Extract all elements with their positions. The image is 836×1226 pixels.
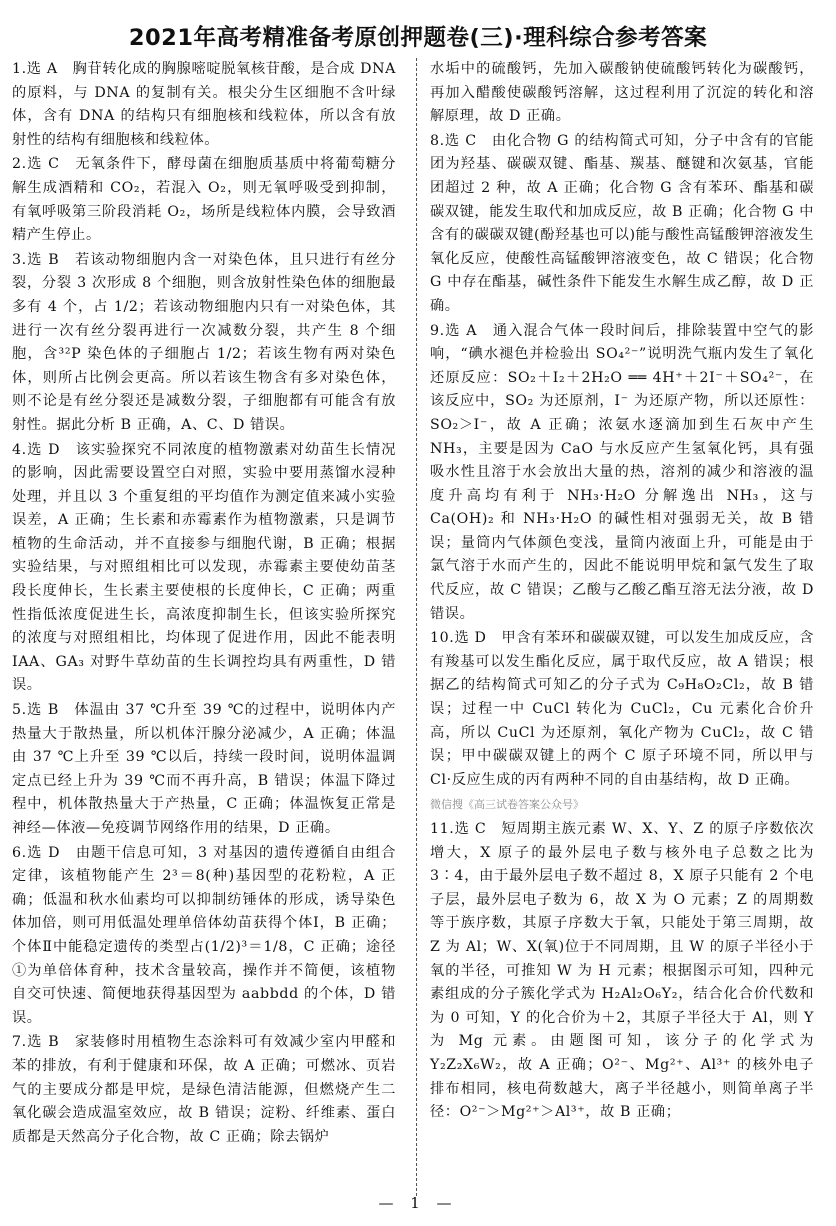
answer-4: 4.选 D 该实验探究不同浓度的植物激素对幼苗生长情况的影响，因此需要设置空白对照，实验中要用蒸馏水浸种处理，并且以 3 个重复组的平均值作为测定值来减小实验误差，A 正确；生长素和赤霉素作为植物激素，只是调节植物的生命活动，并不直接参与细胞代谢，B 正确；根据实验结果，与对照组相比可以发现，赤霉素主要使幼苗茎段长度伸长，生长素主要使根的长度伸长，C 正确；两重性指低浓度促进生长，高浓度抑制生长，但该实验所探究的浓度与对照组相比，均体现了促进作用，因此不能表明 IAA、GA₃ 对野牛草幼苗的生长调控均具有两重性，D 错误。 [12,441,396,694]
page-number: — 1 — [378,1194,458,1212]
answer-5: 5.选 B 体温由 37 ℃升至 39 ℃的过程中，说明体内产热量大于散热量，所以机体汗腺分泌减少，A 正确；体温由 37 ℃上升至 39 ℃以后，持续一段时间，说明体温调定点已经上升为 39 ℃而不再升高，B 错误；体温下降过程中，机体散热量大于产热量，C 正确；体温恢复正常是神经—体液—免疫调节网络作用的结果，D 正确。 [12,702,396,836]
answer-11: 11.选 C 短周期主族元素 W、X、Y、Z 的原子序数依次增大，X 原子的最外层电子数与核外电子总数之比为 3∶4，由于最外层电子数不超过 8，X 原子只能有 2 个电子层，最外层电子数为 6，故 X 为 O 元素；Z 的周期数等于族序数，其原子序数大于氧，只能处于第三周期，故 Z 为 Al；W、X(氧)位于不同周期，且 W 的原子半径小于氧的半径，可推知 W 为 H 元素；根据图示可知，四种元素组成的分子簇化学式为 H₂Al₂O₆Y₂，结合化合价代数和为 0 可知，Y 的化合价为＋2，其原子半径大于 Al，则 Y 为 Mg 元素。由题图可知，该分子的化学式为 Y₂Z₂X₆W₂，故 A 正确；O²⁻、Mg²⁺、Al³⁺ 的核外电子排布相同，核电荷数越大，离子半径越小，则简单离子半径：O²⁻＞Mg²⁺＞Al³⁺，故 B 正确； [430,821,814,1121]
answer-3: 3.选 B 若该动物细胞内含一对染色体，且只进行有丝分裂，分裂 3 次形成 8 个细胞，则含放射性染色体的细胞最多有 4 个，占 1/2；若该动物细胞内只有一对染色体，其进行一次有丝分裂再进行一次减数分裂，共产生 8 个细胞，含³²P 染色体的子细胞占 1/2；若该生物有两对染色体，则所占比例会更高。所以若该生物含有多对染色体，则不论是有丝分裂还是减数分裂，子细胞都有可能含有放射性。据此分析 B 正确，A、C、D 错误。 [12,251,396,433]
answer-9: 9.选 A 通入混合气体一段时间后，排除装置中空气的影响，“碘水褪色并检验出 SO₄²⁻”说明洗气瓶内发生了氧化还原反应：SO₂＋I₂＋2H₂O ══ 4H⁺＋2I⁻＋SO₄²⁻，在该反应中，SO₂ 为还原剂，I⁻ 为还原产物，所以还原性：SO₂＞I⁻，故 A 正确；浓氨水逐滴加到生石灰中产生 NH₃，主要是因为 CaO 与水反应产生氢氧化钙，具有强吸水性且溶于水会放出大量的热，溶剂的减少和溶液的温度升高均有利于 NH₃·H₂O 分解逸出 NH₃，这与 Ca(OH)₂ 和 NH₃·H₂O 的碱性相对强弱无关，故 B 错误；量筒内气体颜色变浅，量筒内液面上升，可能是由于氯气溶于水而产生的，因此不能说明甲烷和氯气发生了取代反应，故 C 错误；乙酸与乙酸乙酯互溶无法分液，故 D 错误。 [430,322,814,622]
watermark: 微信搜《高三试卷答案公众号》 [430,798,584,812]
answer-2: 2.选 C 无氧条件下，酵母菌在细胞质基质中将葡萄糖分解生成酒精和 CO₂，若混入 O₂，则无氧呼吸受到抑制，有氧呼吸第三阶段消耗 O₂，场所是线粒体内膜，会导致酒精产生停止。 [12,156,396,244]
answer-8: 8.选 C 由化合物 G 的结构简式可知，分子中含有的官能团为羟基、碳碳双键、酯基、羰基、醚键和次氨基，官能团超过 2 种，故 A 正确；化合物 G 含有苯环、酯基和碳碳双键，能发生取代和加成反应，故 B 正确；化合物 G 中含有的碳碳双键(酚羟基也可以)能与酸性高锰酸钾溶液发生氧化反应，使酸性高锰酸钾溶液变色，故 C 错误；化合物 G 中存在酯基，碱性条件下能发生水解生成乙醇，故 D 正确。 [430,132,814,314]
answer-7: 7.选 B 家装修时用植物生态涂料可有效减少室内甲醛和苯的排放，有利于健康和环保，故 A 正确；可燃冰、页岩气的主要成分都是甲烷，是绿色清洁能源，但燃烧产生二氧化碳会造成温室效应，故 B 错误；淀粉、纤维素、蛋白质都是天然高分子化合物，故 C 正确；除去锅炉 [12,1034,396,1145]
answer-7-continued: 水垢中的硫酸钙，先加入碳酸钠使硫酸钙转化为碳酸钙，再加入醋酸使碳酸钙溶解，这过程利用了沉淀的转化和溶解原理，故 D 正确。 [430,61,814,125]
right-column [430,58,814,1126]
left-column [12,58,396,1150]
answer-6: 6.选 D 由题干信息可知，3 对基因的遗传遵循自由组合定律，该植物能产生 2³＝8(种)基因型的花粉粒，A 正确；低温和秋水仙素均可以抑制纺锤体的形成，诱导染色体加倍，则可用低温处理单倍体幼苗获得个体Ⅰ，B 正确；个体Ⅱ中能稳定遗传的类型占(1/2)³＝1/8，C 正确；途径①为单倍体育种，技术含量较高，操作并不简便，该植物自交可快速、简便地获得基因型为 aabbdd 的个体，D 错误。 [12,844,396,1026]
column-divider [416,58,417,1196]
answer-1: 1.选 A 胸苷转化成的胸腺嘧啶脱氧核苷酸，是合成 DNA 的原料，与 DNA 的复制有关。根尖分生区细胞不含叶绿体，含有 DNA 的结构只有细胞核和线粒体，所以含有放射性的结构有细胞核和线粒体。 [12,61,396,148]
answer-10: 10.选 D 甲含有苯环和碳碳双键，可以发生加成反应，含有羧基可以发生酯化反应，属于取代反应，故 A 错误；根据乙的结构简式可知乙的分子式为 C₉H₈O₂Cl₂，故 B 错误；过程一中 CuCl 转化为 CuCl₂，Cu 元素化合价升高，所以 CuCl 为还原剂，氧化产物为 CuCl₂，故 C 错误；甲中碳碳双键上的两个 C 原子环境不同，所以甲与 Cl·反应生成的丙有两种不同的自由基结构，故 D 正确。 [430,630,814,788]
page-title: 2021年高考精准备考原创押题卷(三)·理科综合参考答案 [128,25,708,51]
